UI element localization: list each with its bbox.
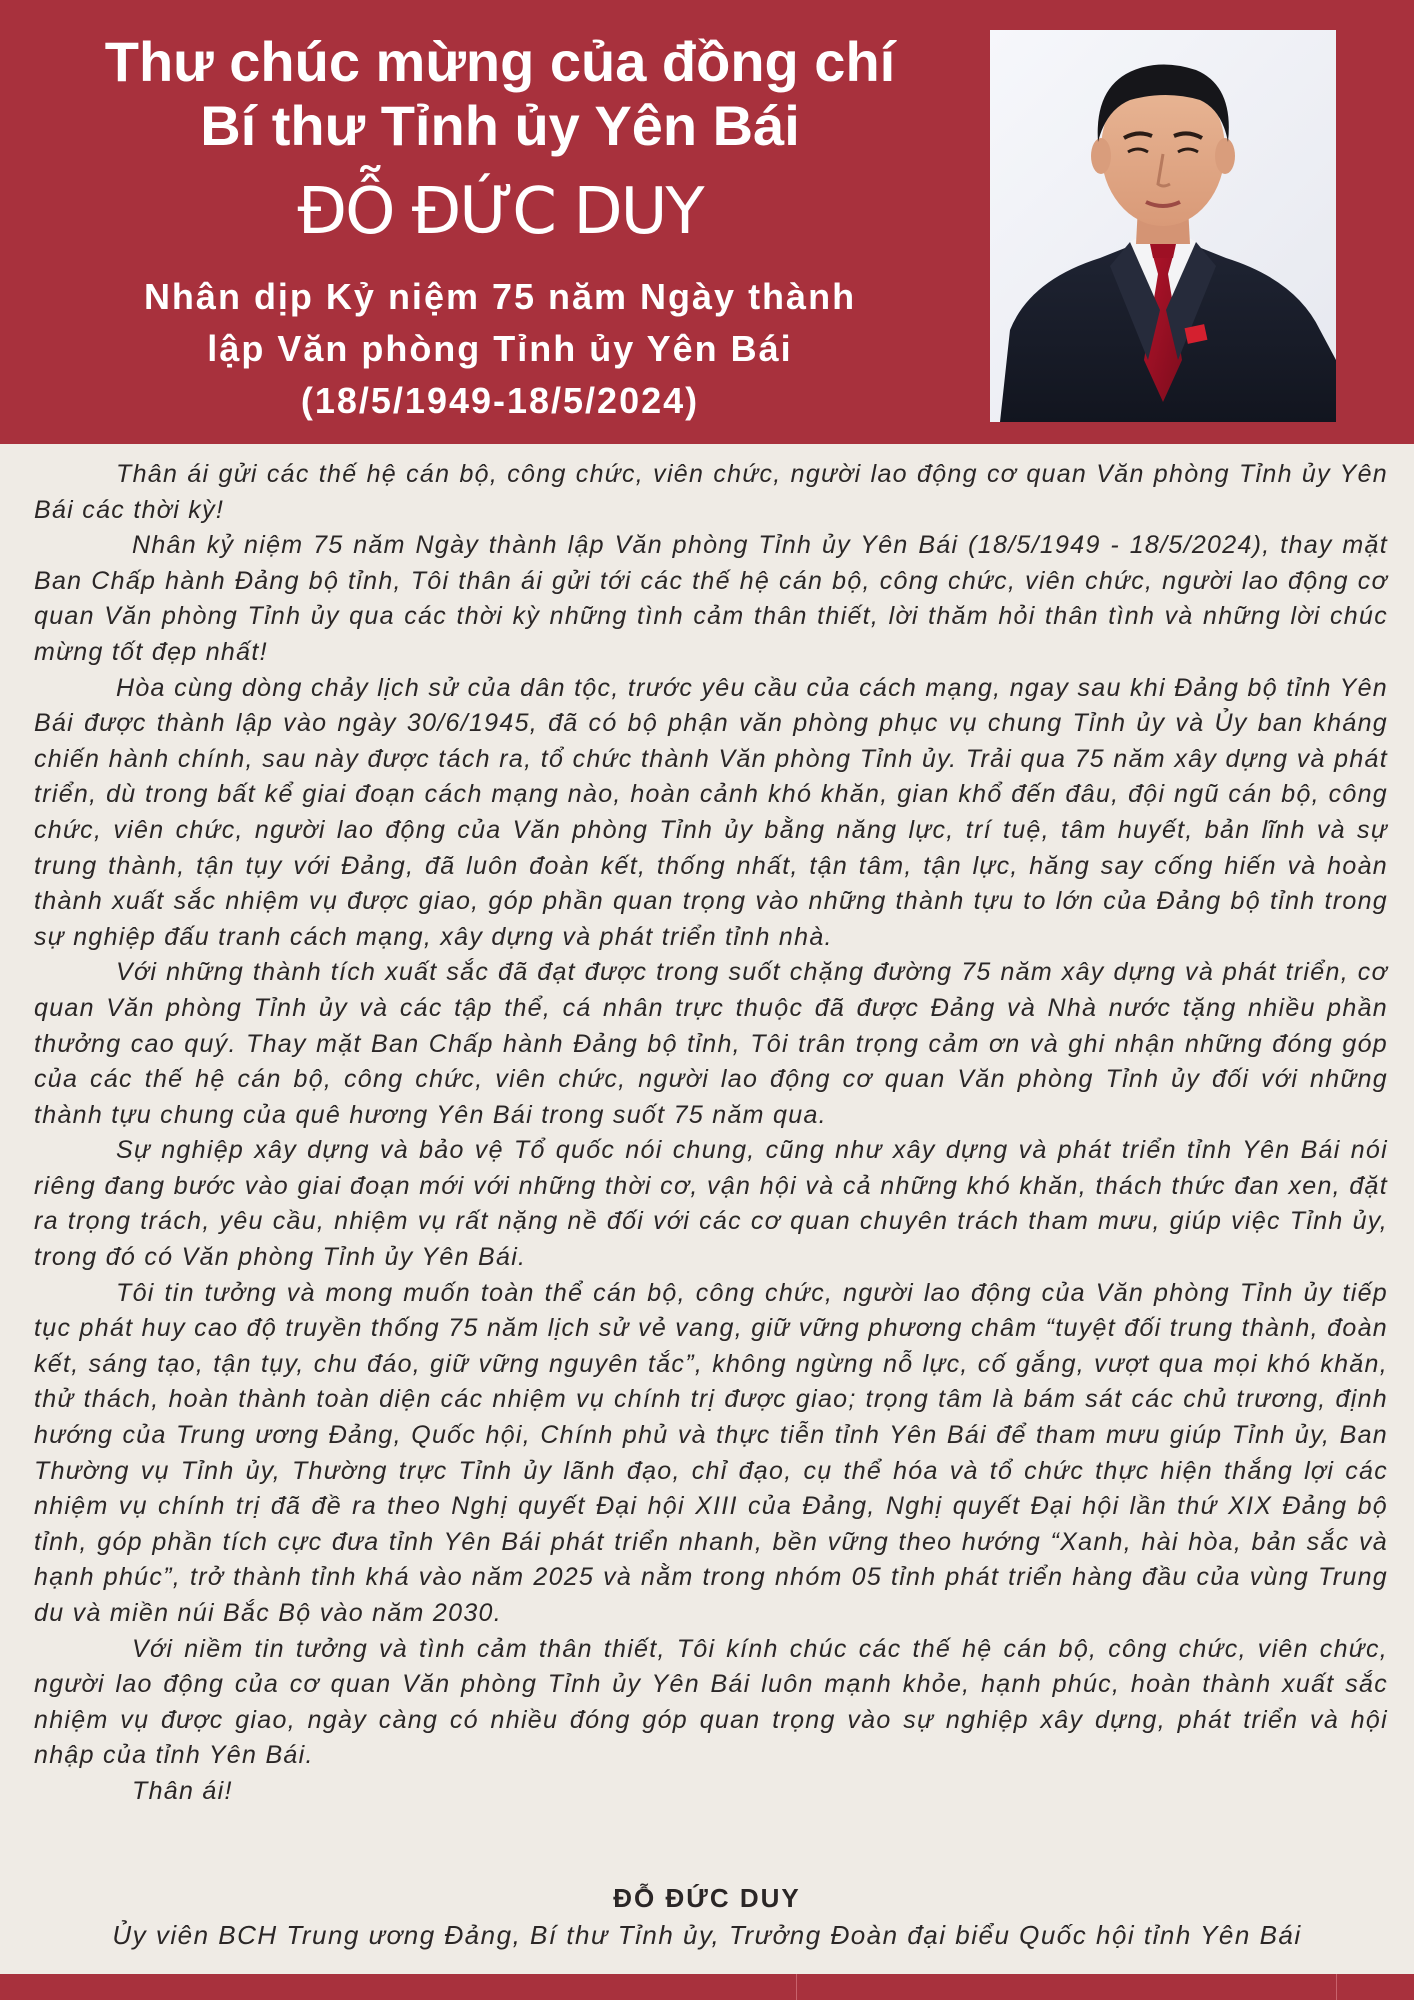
letter-body (34, 457, 1388, 1810)
subtitle-line-1: Nhân dịp Kỷ niệm 75 năm Ngày thành (143, 276, 857, 317)
paragraph-wishes: Với niềm tin tưởng và tình cảm thân thiết, Tôi kính chúc các thế hệ cán bộ, công chức, viên chức, người lao động của cơ quan Văn phòng Tỉnh ủy Yên Bái luôn mạnh khỏe, hạnh phúc, hoàn thành xuất sắc nhiệm vụ được giao, ngày càng có nhiều đóng góp quan trọng vào sự nghiệp xây dựng, phát triển và hội nhập của tỉnh Yên Bái. (34, 1634, 1388, 1770)
paragraph-expectations: Tôi tin tưởng và mong muốn toàn thể cán bộ, công chức, người lao động của Văn phòng Tỉnh ủy tiếp tục phát huy cao độ truyền thống 75 năm lịch sử vẻ vang, giữ vững phương châm “tuyệt đối trung thành, đoàn kết, sáng tạo, tận tụy, chu đáo, giữ vững nguyên tắc”, không ngừng nỗ lực, cố gắng, vượt qua mọi khó khăn, thử thách, hoàn thành toàn diện các nhiệm vụ chính trị được giao; trọng tâm là bám sát các chủ trương, định hướng của Trung ương Đảng, Quốc hội, Chính phủ và thực tiễn tỉnh Yên Bái để tham mưu giúp Tỉnh ủy, Ban Thường vụ Tỉnh ủy, Thường trực Tỉnh ủy lãnh đạo, chỉ đạo, cụ thể hóa và tổ chức thực hiện thắng lợi các nhiệm vụ chính trị đã đề ra theo Nghị quyết Đại hội XIII của Đảng, Nghị quyết Đại hội lần thứ XIX Đảng bộ tỉnh, góp phần tích cực đưa tỉnh Yên Bái phát triển nhanh, bền vững theo hướng “Xanh, hài hòa, bản sắc và hạnh phúc”, trở thành tỉnh khá vào năm 2025 và nằm trong nhóm 05 tỉnh phát triển hàng đầu của vùng Trung du và miền núi Bắc Bộ vào năm 2030. (34, 1278, 1388, 1627)
signature-role: Ủy viên BCH Trung ương Đảng, Bí thư Tỉnh ủy, Trưởng Đoàn đại biểu Quốc hội tỉnh Yên Bái (112, 1920, 1302, 1950)
signature-name: ĐỖ ĐỨC DUY (613, 1883, 801, 1913)
paragraph-new-stage: Sự nghiệp xây dựng và bảo vệ Tổ quốc nói chung, cũng như xây dựng và phát triển tỉnh Yên Bái nói riêng đang bước vào giai đoạn mới với những thời cơ, vận hội và cả những khó khăn, thách thức đan xen, đặt ra trọng trách, yêu cầu, nhiệm vụ rất nặng nề đối với các cơ quan chuyên trách tham mưu, giúp việc Tỉnh ủy, trong đó có Văn phòng Tỉnh ủy Yên Bái. (34, 1136, 1388, 1272)
footer-bar (0, 1974, 1414, 2000)
paragraph-greeting: Thân ái gửi các thế hệ cán bộ, công chức, viên chức, người lao động cơ quan Văn phòng Tỉnh ủy Yên Bái các thời kỳ! (34, 460, 1388, 524)
page-title (40, 30, 960, 158)
subtitle-line-2: lập Văn phòng Tỉnh ủy Yên Bái (207, 328, 793, 369)
author-name-heading: ĐỖ ĐỨC DUY (297, 175, 703, 249)
footer-divider (1336, 1974, 1337, 2000)
subtitle-line-3: (18/5/1949-18/5/2024) (300, 380, 700, 421)
paragraph-achievements: Với những thành tích xuất sắc đã đạt được trong suốt chặng đường 75 năm xây dựng và phát triển, cơ quan Văn phòng Tỉnh ủy và các tập thể, cá nhân trực thuộc đã được Đảng và Nhà nước tặng nhiều phần thưởng cao quý. Thay mặt Ban Chấp hành Đảng bộ tỉnh, Tôi trân trọng cảm ơn và ghi nhận những đóng góp của các thế hệ cán bộ, công chức, viên chức, người lao động cơ quan Văn phòng Tỉnh ủy đối với những thành tựu chung của quê hương Yên Bái trong suốt 75 năm qua. (34, 958, 1388, 1129)
portrait-photo (990, 30, 1336, 422)
paragraph-history: Hòa cùng dòng chảy lịch sử của dân tộc, trước yêu cầu của cách mạng, ngay sau khi Đảng bộ tỉnh Yên Bái được thành lập vào ngày 30/6/1945, đã có bộ phận văn phòng phục vụ chung Tỉnh ủy và Ủy ban kháng chiến hành chính, sau này được tách ra, tổ chức thành Văn phòng Tỉnh ủy. Trải qua 75 năm xây dựng và phát triển, dù trong bất kể giai đoạn cách mạng nào, hoàn cảnh khó khăn, gian khổ đến đâu, đội ngũ cán bộ, công chức, viên chức, người lao động của Văn phòng Tỉnh ủy bằng năng lực, trí tuệ, tâm huyết, bản lĩnh và sự trung thành, tận tụy với Đảng, đã luôn đoàn kết, thống nhất, tận tâm, tận lực, hăng say cống hiến và hoàn thành xuất sắc nhiệm vụ được giao, góp phần quan trọng vào những thành tựu to lớn của Đảng bộ tỉnh trong sự nghiệp đấu tranh cách mạng, xây dựng và phát triển tỉnh nhà. (34, 673, 1388, 951)
paragraph-anniversary: Nhân kỷ niệm 75 năm Ngày thành lập Văn phòng Tỉnh ủy Yên Bái (18/5/1949 - 18/5/2024), thay mặt Ban Chấp hành Đảng bộ tỉnh, Tôi thân ái gửi tới các thế hệ cán bộ, công chức, viên chức, người lao động cơ quan Văn phòng Tỉnh ủy qua các thời kỳ những tình cảm thân thiết, lời thăm hỏi thân tình và những lời chúc mừng tốt đẹp nhất! (34, 531, 1388, 666)
title-line-1: Thư chúc mừng của đồng chí (104, 30, 896, 93)
occasion-subtitle (20, 271, 980, 427)
footer-divider (796, 1974, 797, 2000)
header-banner (0, 0, 1414, 444)
closing-line: Thân ái! (132, 1776, 233, 1805)
portrait-illustration (990, 30, 1336, 422)
title-line-2: Bí thư Tỉnh ủy Yên Bái (200, 94, 800, 157)
